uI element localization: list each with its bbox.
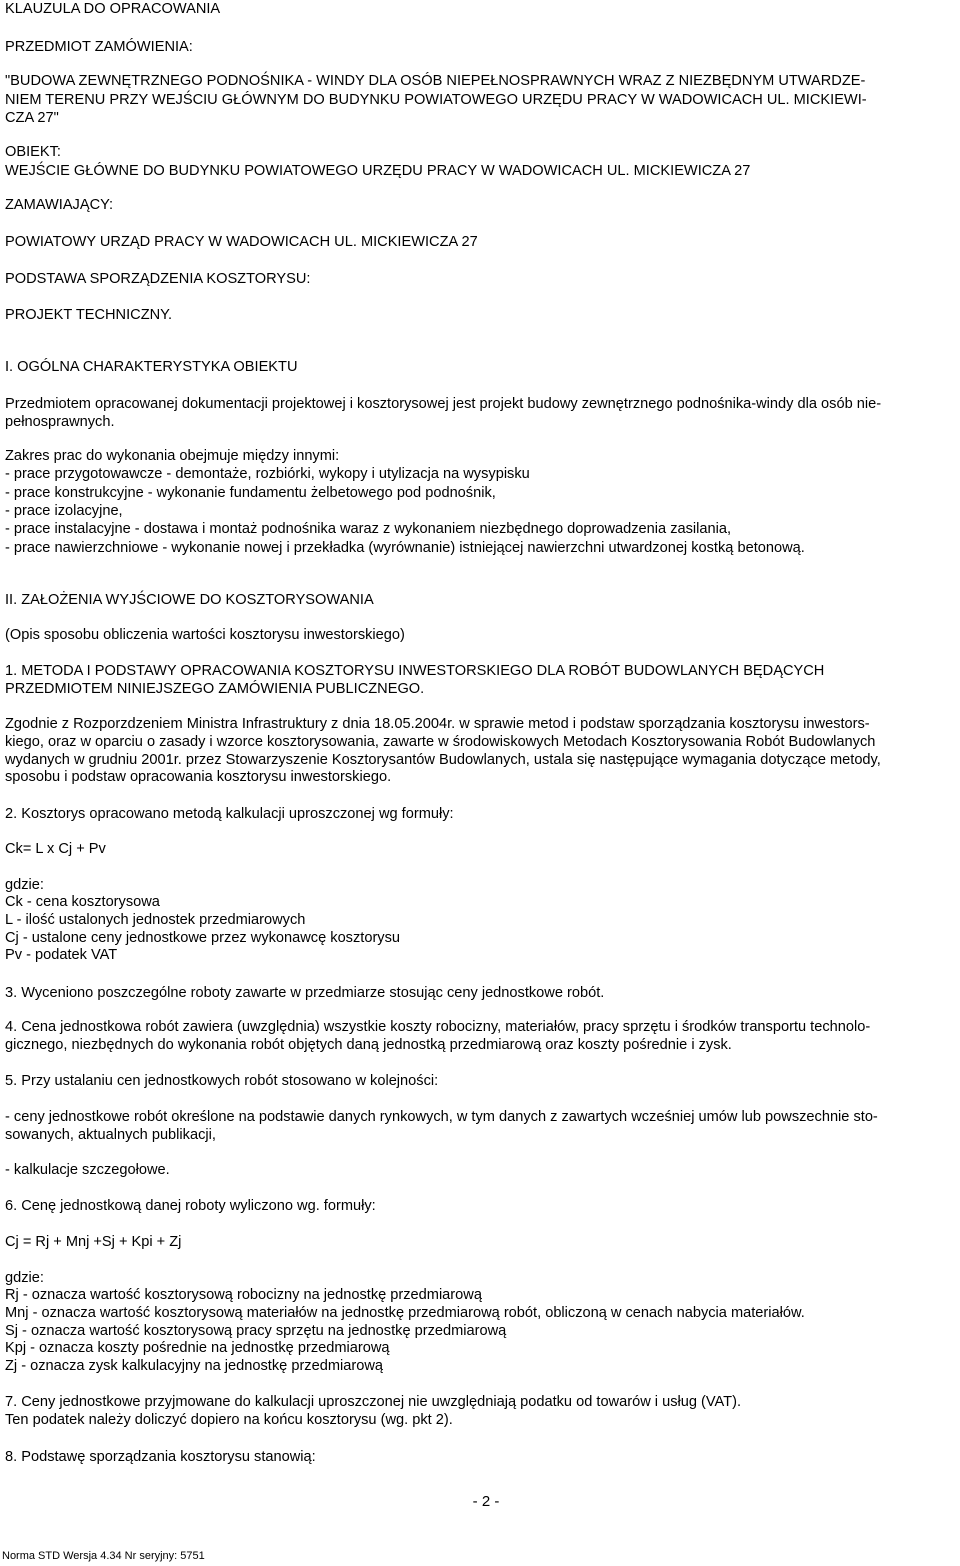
section-heading: II. ZAŁOŻENIA WYJŚCIOWE DO KOSZTORYSOWANIA bbox=[5, 592, 374, 608]
text-line: Zakres prac do wykonania obejmuje między innymi: bbox=[5, 448, 340, 464]
text-line: Ten podatek należy doliczyć dopiero na końcu kosztorysu (wg. pkt 2). bbox=[5, 1412, 453, 1428]
text-line: PRZEDMIOTEM NINIEJSZEGO ZAMÓWIENIA PUBLICZNEGO. bbox=[5, 681, 425, 697]
text-line: 7. Ceny jednostkowe przyjmowane do kalkulacji uproszczonej nie uwzględniają podatku od towarów i usług (VAT). bbox=[5, 1394, 742, 1410]
text-line: gdzie: bbox=[5, 877, 44, 893]
text-line: L - ilość ustalonych jednostek przedmiarowych bbox=[5, 912, 306, 928]
text-line: (Opis sposobu obliczenia wartości kosztorysu inwestorskiego) bbox=[5, 627, 405, 643]
text-line: - ceny jednostkowe robót określone na podstawie danych rynkowych, w tym danych z zawartych wcześniej umów lub powszechnie sto- bbox=[5, 1109, 878, 1125]
footer-text: Norma STD Wersja 4.34 Nr seryjny: 5751 bbox=[2, 1550, 205, 1562]
text-line: 1. METODA I PODSTAWY OPRACOWANIA KOSZTORYSU INWESTORSKIEGO DLA ROBÓT BUDOWLANYCH BĘDĄCYCH bbox=[5, 663, 825, 679]
text-line: Przedmiotem opracowanej dokumentacji projektowej i kosztorysowej jest projekt budowy zewnętrznego podnośnika-windy dla osób nie- bbox=[5, 396, 882, 412]
text-line: CZA 27" bbox=[5, 110, 59, 126]
text-line: PODSTAWA SPORZĄDZENIA KOSZTORYSU: bbox=[5, 271, 311, 287]
text-line: Zgodnie z Rozporzdzeniem Ministra Infrastruktury z dnia 18.05.2004r. w sprawie metod i podstaw sporządzania kosztorysu inwestors- bbox=[5, 716, 870, 732]
formula: Ck= L x Cj + Pv bbox=[5, 841, 106, 857]
text-line: 8. Podstawę sporządzania kosztorysu stanowią: bbox=[5, 1449, 316, 1465]
text-line: "BUDOWA ZEWNĘTRZNEGO PODNOŚNIKA - WINDY DLA OSÓB NIEPEŁNOSPRAWNYCH WRAZ Z NIEZBĘDNYM UTWARDZE- bbox=[5, 73, 866, 89]
text-line: 3. Wyceniono poszczególne roboty zawarte w przedmiarze stosując ceny jednostkowe robót. bbox=[5, 985, 605, 1001]
text-line: WEJŚCIE GŁÓWNE DO BUDYNKU POWIATOWEGO URZĘDU PRACY W WADOWICACH UL. MICKIEWICZA 27 bbox=[5, 163, 751, 179]
text-line: gicznego, niezbędnych do wykonania robót objętych daną jednostką przedmiarową oraz koszty pośrednie i zysk. bbox=[5, 1037, 732, 1053]
text-line: Rj - oznacza wartość kosztorysową robocizny na jednostkę przedmiarową bbox=[5, 1287, 482, 1303]
document-title: KLAUZULA DO OPRACOWANIA bbox=[5, 1, 221, 17]
text-line: Kpj - oznacza koszty pośrednie na jednostkę przedmiarową bbox=[5, 1340, 390, 1356]
text-line: pełnosprawnych. bbox=[5, 414, 115, 430]
text-line: Ck - cena kosztorysowa bbox=[5, 894, 160, 910]
text-line: sowanych, aktualnych publikacji, bbox=[5, 1127, 216, 1143]
page-number: - 2 - bbox=[472, 1493, 500, 1510]
text-line: NIEM TERENU PRZY WEJŚCIU GŁÓWNYM DO BUDYNKU POWIATOWEGO URZĘDU PRACY W WADOWICACH UL. MICKIEWI- bbox=[5, 92, 867, 108]
section-heading: I. OGÓLNA CHARAKTERYSTYKA OBIEKTU bbox=[5, 359, 298, 375]
list-item: - prace izolacyjne, bbox=[5, 503, 123, 519]
text-line: Pv - podatek VAT bbox=[5, 947, 118, 963]
text-line: gdzie: bbox=[5, 1270, 44, 1286]
text-line: POWIATOWY URZĄD PRACY W WADOWICACH UL. MICKIEWICZA 27 bbox=[5, 234, 478, 250]
formula: Cj = Rj + Mnj +Sj + Kpi + Zj bbox=[5, 1234, 182, 1250]
list-item: - prace instalacyjne - dostawa i montaż podnośnika waraz z wykonaniem niezbędnego doprowadzenia zasilania, bbox=[5, 521, 732, 537]
text-line: ZAMAWIAJĄCY: bbox=[5, 197, 114, 213]
text-line: sposobu i podstaw opracowania kosztorysu inwestorskiego. bbox=[5, 769, 392, 785]
text-line: Cj - ustalone ceny jednostkowe przez wykonawcę kosztorysu bbox=[5, 930, 401, 946]
text-line: Sj - oznacza wartość kosztorysową pracy sprzętu na jednostkę przedmiarową bbox=[5, 1323, 507, 1339]
list-item: - prace konstrukcyjne - wykonanie fundamentu żelbetowego pod podnośnik, bbox=[5, 485, 496, 501]
text-line: 2. Kosztorys opracowano metodą kalkulacji uproszczonej wg formuły: bbox=[5, 806, 454, 822]
text-line: PRZEDMIOT ZAMÓWIENIA: bbox=[5, 39, 193, 55]
text-line: - kalkulacje szczegołowe. bbox=[5, 1162, 170, 1178]
text-line: 5. Przy ustalaniu cen jednostkowych robót stosowano w kolejności: bbox=[5, 1073, 439, 1089]
text-line: 6. Cenę jednostkową danej roboty wyliczono wg. formuły: bbox=[5, 1198, 376, 1214]
text-line: wydanych w grudniu 2001r. przez Stowarzyszenie Kosztorysantów Budowlanych, ustala się następujące wymagania dotyczące metody, bbox=[5, 752, 881, 768]
list-item: - prace przygotowawcze - demontaże, rozbiórki, wykopy i utylizacja na wysypisku bbox=[5, 466, 530, 482]
text-line: PROJEKT TECHNICZNY. bbox=[5, 307, 173, 323]
text-line: Mnj - oznacza wartość kosztorysową materiałów na jednostkę przedmiarową robót, obliczoną w cenach nabycia materiałów. bbox=[5, 1305, 805, 1321]
text-line: OBIEKT: bbox=[5, 144, 61, 160]
list-item: - prace nawierzchniowe - wykonanie nowej i przekładka (wyrównanie) istniejącej nawierzchni utwardzonej kostką betonową. bbox=[5, 540, 805, 556]
text-line: Zj - oznacza zysk kalkulacyjny na jednostkę przedmiarową bbox=[5, 1358, 383, 1374]
text-line: kiego, oraz w oparciu o zasady i wzorce kosztorysowania, zawarte w środowiskowych Metodach Kosztorysowania Robót Budowlanych bbox=[5, 734, 876, 750]
text-line: 4. Cena jednostkowa robót zawiera (uwzględnia) wszystkie koszty robocizny, materiałów, pracy sprzętu i środków transportu technolo- bbox=[5, 1019, 871, 1035]
